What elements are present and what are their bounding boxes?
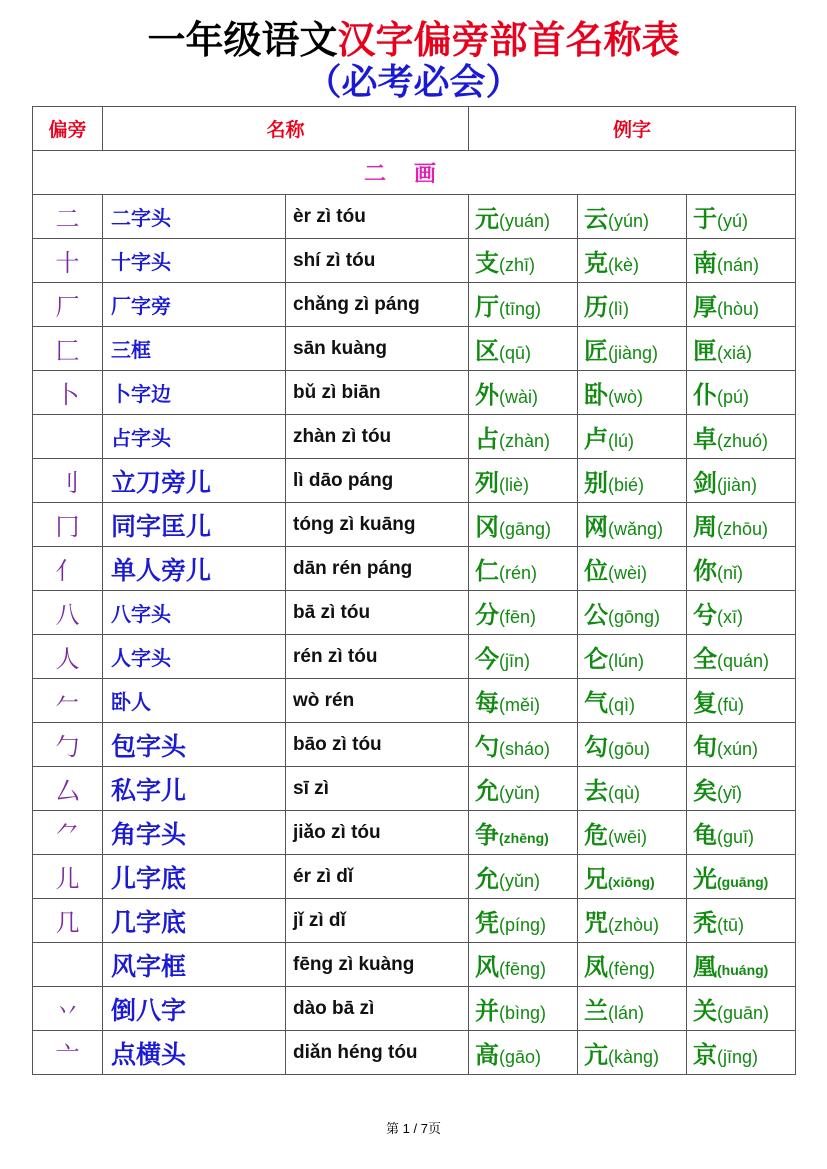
table-row xyxy=(33,679,796,723)
example-cell xyxy=(578,503,687,547)
example-char: 去 xyxy=(584,777,609,805)
radical-cell: 卜 xyxy=(33,371,103,415)
example-char: 凤 xyxy=(584,953,609,981)
title-grade: 一年级语文 xyxy=(147,18,338,62)
header-examples: 例字 xyxy=(469,107,796,151)
example-cell xyxy=(687,459,796,503)
radical-name: 单人旁儿 xyxy=(103,547,286,591)
example-pinyin: (hòu) xyxy=(717,299,760,319)
example-char: 匠 xyxy=(584,337,609,365)
example-cell xyxy=(469,723,578,767)
example-cell xyxy=(469,987,578,1031)
radical-name: 二字头 xyxy=(103,195,286,239)
example-cell xyxy=(578,415,687,459)
example-pinyin: (gōng) xyxy=(608,607,661,627)
radical-pinyin: jǐ zì dǐ xyxy=(286,899,469,943)
example-char: 矣 xyxy=(693,777,718,805)
example-char: 网 xyxy=(584,513,609,541)
example-pinyin: (nán) xyxy=(717,255,760,275)
radical-cell: 丷 xyxy=(33,987,103,1031)
radical-name: 风字框 xyxy=(103,943,286,987)
example-pinyin: (sháo) xyxy=(499,739,551,759)
example-pinyin: (qì) xyxy=(608,695,636,715)
example-pinyin: (gōu) xyxy=(608,739,651,759)
radical-cell: 勹 xyxy=(33,723,103,767)
page-number: 第 1 / 7页 xyxy=(386,1121,441,1136)
example-char: 秃 xyxy=(693,909,718,937)
example-char: 兮 xyxy=(693,601,718,629)
header-radical: 偏旁 xyxy=(33,107,103,151)
example-pinyin: (kè) xyxy=(608,255,640,275)
example-char: 匣 xyxy=(693,337,718,365)
radical-cell: 几 xyxy=(33,899,103,943)
example-char: 兄 xyxy=(584,865,609,893)
example-cell xyxy=(687,415,796,459)
example-pinyin: (fēng) xyxy=(499,959,547,979)
table-row xyxy=(33,591,796,635)
example-cell xyxy=(469,855,578,899)
table-row xyxy=(33,239,796,283)
example-pinyin: (xiōng) xyxy=(608,874,655,890)
radical-cell: 刂 xyxy=(33,459,103,503)
example-char: 仆 xyxy=(693,381,718,409)
radical-cell: ⺈ xyxy=(33,811,103,855)
example-pinyin: (fù) xyxy=(717,695,745,715)
table-row xyxy=(33,635,796,679)
example-cell xyxy=(469,1031,578,1075)
radical-cell: 十 xyxy=(33,239,103,283)
example-char: 复 xyxy=(693,689,718,717)
example-char: 剑 xyxy=(693,469,718,497)
example-pinyin: (tū) xyxy=(717,915,745,935)
example-pinyin: (rén) xyxy=(499,563,538,583)
example-cell xyxy=(578,591,687,635)
example-cell xyxy=(469,239,578,283)
radical-pinyin: ér zì dǐ xyxy=(286,855,469,899)
radical-name: 十字头 xyxy=(103,239,286,283)
example-char: 卓 xyxy=(693,425,718,453)
table-row xyxy=(33,987,796,1031)
radical-pinyin: diǎn héng tóu xyxy=(286,1031,469,1075)
example-pinyin: (yú) xyxy=(717,211,749,231)
example-char: 克 xyxy=(584,249,609,277)
radical-cell xyxy=(33,415,103,459)
example-pinyin: (guān) xyxy=(717,1003,770,1023)
example-char: 仁 xyxy=(475,557,500,585)
radical-pinyin: jiǎo zì tóu xyxy=(286,811,469,855)
example-cell xyxy=(687,327,796,371)
table-header-row xyxy=(33,107,796,151)
table-row xyxy=(33,283,796,327)
example-char: 冈 xyxy=(475,513,500,541)
example-pinyin: (yún) xyxy=(608,211,650,231)
example-cell xyxy=(469,635,578,679)
example-pinyin: (jiàn) xyxy=(717,475,758,495)
table-row xyxy=(33,723,796,767)
radical-cell: 亻 xyxy=(33,547,103,591)
example-cell xyxy=(469,283,578,327)
example-char: 别 xyxy=(584,469,609,497)
radical-pinyin: rén zì tóu xyxy=(286,635,469,679)
example-pinyin: (wǎng) xyxy=(608,519,664,539)
example-cell xyxy=(578,723,687,767)
example-cell xyxy=(687,1031,796,1075)
radical-name: 包字头 xyxy=(103,723,286,767)
example-pinyin: (qù) xyxy=(608,783,641,803)
radical-pinyin: bāo zì tóu xyxy=(286,723,469,767)
example-pinyin: (liè) xyxy=(499,475,530,495)
radical-cell: 八 xyxy=(33,591,103,635)
example-cell xyxy=(469,327,578,371)
example-char: 每 xyxy=(475,689,500,717)
example-cell xyxy=(469,459,578,503)
title-main: 汉字偏旁部首名称表 xyxy=(337,18,680,62)
example-pinyin: (wài) xyxy=(499,387,539,407)
example-char: 仑 xyxy=(584,645,609,673)
radical-name: 三框 xyxy=(103,327,286,371)
example-cell xyxy=(687,635,796,679)
radical-name: 立刀旁儿 xyxy=(103,459,286,503)
example-char: 区 xyxy=(475,337,500,365)
example-char: 公 xyxy=(584,601,609,629)
example-cell xyxy=(578,547,687,591)
radical-cell: 厶 xyxy=(33,767,103,811)
radical-pinyin: tóng zì kuāng xyxy=(286,503,469,547)
example-cell xyxy=(687,855,796,899)
example-cell xyxy=(687,195,796,239)
example-char: 凰 xyxy=(693,953,718,981)
table-row xyxy=(33,899,796,943)
example-cell xyxy=(578,283,687,327)
example-cell xyxy=(687,767,796,811)
example-cell xyxy=(469,415,578,459)
example-pinyin: (bìng) xyxy=(499,1003,547,1023)
example-char: 凭 xyxy=(475,909,500,937)
radical-cell: 匚 xyxy=(33,327,103,371)
table-row xyxy=(33,767,796,811)
radical-name: 卧人 xyxy=(103,679,286,723)
example-char: 于 xyxy=(693,205,718,233)
section-label: 二画 xyxy=(33,151,796,195)
example-pinyin: (xún) xyxy=(717,739,759,759)
example-pinyin: (yǔn) xyxy=(499,871,541,891)
example-char: 关 xyxy=(693,997,718,1025)
radical-cell: 冂 xyxy=(33,503,103,547)
example-pinyin: (zhōu) xyxy=(717,519,769,539)
example-cell xyxy=(687,503,796,547)
table-row xyxy=(33,943,796,987)
example-pinyin: (tīng) xyxy=(499,299,542,319)
example-cell xyxy=(469,767,578,811)
table-row xyxy=(33,195,796,239)
example-char: 气 xyxy=(584,689,609,717)
example-cell xyxy=(687,547,796,591)
example-pinyin: (měi) xyxy=(499,695,541,715)
example-char: 位 xyxy=(584,557,609,585)
example-pinyin: (huáng) xyxy=(717,962,769,978)
radical-pinyin: zhàn zì tóu xyxy=(286,415,469,459)
example-cell xyxy=(469,195,578,239)
example-pinyin: (yǔn) xyxy=(499,783,541,803)
example-pinyin: (jiàng) xyxy=(608,343,659,363)
example-char: 占 xyxy=(475,425,500,453)
example-pinyin: (fēn) xyxy=(499,607,537,627)
radical-name: 同字匡儿 xyxy=(103,503,286,547)
table-row xyxy=(33,327,796,371)
radical-name: 角字头 xyxy=(103,811,286,855)
radical-pinyin: sān kuàng xyxy=(286,327,469,371)
example-char: 支 xyxy=(475,249,500,277)
example-cell xyxy=(469,899,578,943)
example-pinyin: (gāo) xyxy=(499,1047,542,1067)
example-cell xyxy=(578,855,687,899)
example-char: 周 xyxy=(693,513,718,541)
radical-cell xyxy=(33,943,103,987)
example-pinyin: (yuán) xyxy=(499,211,551,231)
example-pinyin: (zhuó) xyxy=(717,431,769,451)
example-pinyin: (fèng) xyxy=(608,959,656,979)
radical-name: 倒八字 xyxy=(103,987,286,1031)
example-cell xyxy=(469,371,578,415)
example-cell xyxy=(469,679,578,723)
radical-name: 占字头 xyxy=(103,415,286,459)
example-cell xyxy=(687,987,796,1031)
radical-pinyin: shí zì tóu xyxy=(286,239,469,283)
example-cell xyxy=(578,239,687,283)
radical-cell: 儿 xyxy=(33,855,103,899)
example-cell xyxy=(578,1031,687,1075)
example-pinyin: (pú) xyxy=(717,387,750,407)
radical-pinyin: èr zì tóu xyxy=(286,195,469,239)
example-pinyin: (jīng) xyxy=(717,1047,759,1067)
section-row xyxy=(33,151,796,195)
example-cell xyxy=(687,239,796,283)
radical-pinyin: fēng zì kuàng xyxy=(286,943,469,987)
example-char: 光 xyxy=(693,865,718,893)
example-char: 勾 xyxy=(584,733,609,761)
page-subtitle: （必考必会） xyxy=(305,62,522,103)
table-row xyxy=(33,415,796,459)
example-cell xyxy=(687,283,796,327)
example-char: 勺 xyxy=(475,733,500,761)
radical-pinyin: dào bā zì xyxy=(286,987,469,1031)
radical-pinyin: lì dāo páng xyxy=(286,459,469,503)
example-char: 全 xyxy=(693,645,718,673)
example-char: 南 xyxy=(693,249,718,277)
example-cell xyxy=(687,679,796,723)
example-pinyin: (wēi) xyxy=(608,827,648,847)
example-char: 咒 xyxy=(584,909,609,937)
example-char: 兰 xyxy=(584,997,609,1025)
example-cell xyxy=(469,943,578,987)
example-char: 历 xyxy=(584,293,609,321)
radical-name: 人字头 xyxy=(103,635,286,679)
example-char: 云 xyxy=(584,205,609,233)
radical-cell: 人 xyxy=(33,635,103,679)
example-char: 厚 xyxy=(693,293,718,321)
example-char: 厅 xyxy=(475,293,500,321)
page-title xyxy=(0,16,827,64)
radical-cell: 厂 xyxy=(33,283,103,327)
example-pinyin: (xiá) xyxy=(717,343,753,363)
example-cell xyxy=(687,591,796,635)
example-char: 亢 xyxy=(584,1041,609,1069)
radical-cell: 𠂉 xyxy=(33,679,103,723)
example-pinyin: (lún) xyxy=(608,651,645,671)
example-cell xyxy=(687,371,796,415)
example-pinyin: (zhòu) xyxy=(608,915,660,935)
example-pinyin: (jīn) xyxy=(499,651,531,671)
example-cell xyxy=(469,547,578,591)
example-pinyin: (lì) xyxy=(608,299,630,319)
example-pinyin: (bié) xyxy=(608,475,645,495)
radical-name: 厂字旁 xyxy=(103,283,286,327)
radical-name: 点横头 xyxy=(103,1031,286,1075)
radical-pinyin: wò rén xyxy=(286,679,469,723)
example-pinyin: (píng) xyxy=(499,915,547,935)
example-cell xyxy=(578,327,687,371)
example-pinyin: (xī) xyxy=(717,607,744,627)
example-cell xyxy=(687,723,796,767)
example-pinyin: (zhēng) xyxy=(499,830,549,846)
example-pinyin: (qū) xyxy=(499,343,532,363)
example-char: 你 xyxy=(693,557,718,585)
example-cell xyxy=(687,943,796,987)
example-char: 列 xyxy=(475,469,500,497)
example-cell xyxy=(578,767,687,811)
table-row xyxy=(33,855,796,899)
table-row xyxy=(33,503,796,547)
header-name: 名称 xyxy=(103,107,469,151)
example-char: 今 xyxy=(475,645,500,673)
radical-pinyin: dān rén páng xyxy=(286,547,469,591)
table-row xyxy=(33,547,796,591)
example-char: 卧 xyxy=(584,381,609,409)
radical-name: 私字儿 xyxy=(103,767,286,811)
example-pinyin: (gāng) xyxy=(499,519,552,539)
example-pinyin: (kàng) xyxy=(608,1047,660,1067)
example-pinyin: (wò) xyxy=(608,387,644,407)
example-pinyin: (zhàn) xyxy=(499,431,551,451)
table-row xyxy=(33,1031,796,1075)
radical-name: 几字底 xyxy=(103,899,286,943)
example-char: 分 xyxy=(475,601,500,629)
example-pinyin: (nǐ) xyxy=(717,563,744,583)
example-char: 元 xyxy=(475,205,500,233)
example-cell xyxy=(578,811,687,855)
example-cell xyxy=(578,635,687,679)
radical-pinyin: sī zì xyxy=(286,767,469,811)
radical-name: 八字头 xyxy=(103,591,286,635)
example-pinyin: (yǐ) xyxy=(717,783,743,803)
example-cell xyxy=(578,459,687,503)
radical-table xyxy=(32,106,796,1075)
example-char: 风 xyxy=(475,953,500,981)
table-row xyxy=(33,371,796,415)
example-pinyin: (zhī) xyxy=(499,255,536,275)
example-pinyin: (quán) xyxy=(717,651,770,671)
example-char: 高 xyxy=(475,1041,500,1069)
example-char: 并 xyxy=(475,997,500,1025)
example-pinyin: (guī) xyxy=(717,827,755,847)
example-char: 京 xyxy=(693,1041,718,1069)
example-cell xyxy=(469,811,578,855)
example-char: 危 xyxy=(584,821,609,849)
example-cell xyxy=(578,679,687,723)
example-cell xyxy=(578,987,687,1031)
example-char: 外 xyxy=(475,381,500,409)
example-cell xyxy=(578,371,687,415)
example-cell xyxy=(687,811,796,855)
example-pinyin: (lú) xyxy=(608,431,635,451)
radical-cell: 二 xyxy=(33,195,103,239)
example-cell xyxy=(578,899,687,943)
example-char: 旬 xyxy=(693,733,718,761)
example-char: 龟 xyxy=(693,821,718,849)
example-cell xyxy=(469,503,578,547)
example-cell xyxy=(578,943,687,987)
table-row xyxy=(33,459,796,503)
example-char: 允 xyxy=(475,865,500,893)
example-cell xyxy=(687,899,796,943)
example-pinyin: (lán) xyxy=(608,1003,645,1023)
example-pinyin: (guāng) xyxy=(717,874,769,890)
radical-cell: 亠 xyxy=(33,1031,103,1075)
example-char: 争 xyxy=(475,821,500,849)
table-row xyxy=(33,811,796,855)
example-char: 卢 xyxy=(584,425,609,453)
example-char: 允 xyxy=(475,777,500,805)
example-cell xyxy=(469,591,578,635)
example-pinyin: (wèi) xyxy=(608,563,648,583)
radical-pinyin: bǔ zì biān xyxy=(286,371,469,415)
example-cell xyxy=(578,195,687,239)
radical-pinyin: chǎng zì páng xyxy=(286,283,469,327)
radical-pinyin: bā zì tóu xyxy=(286,591,469,635)
radical-name: 卜字边 xyxy=(103,371,286,415)
radical-name: 儿字底 xyxy=(103,855,286,899)
